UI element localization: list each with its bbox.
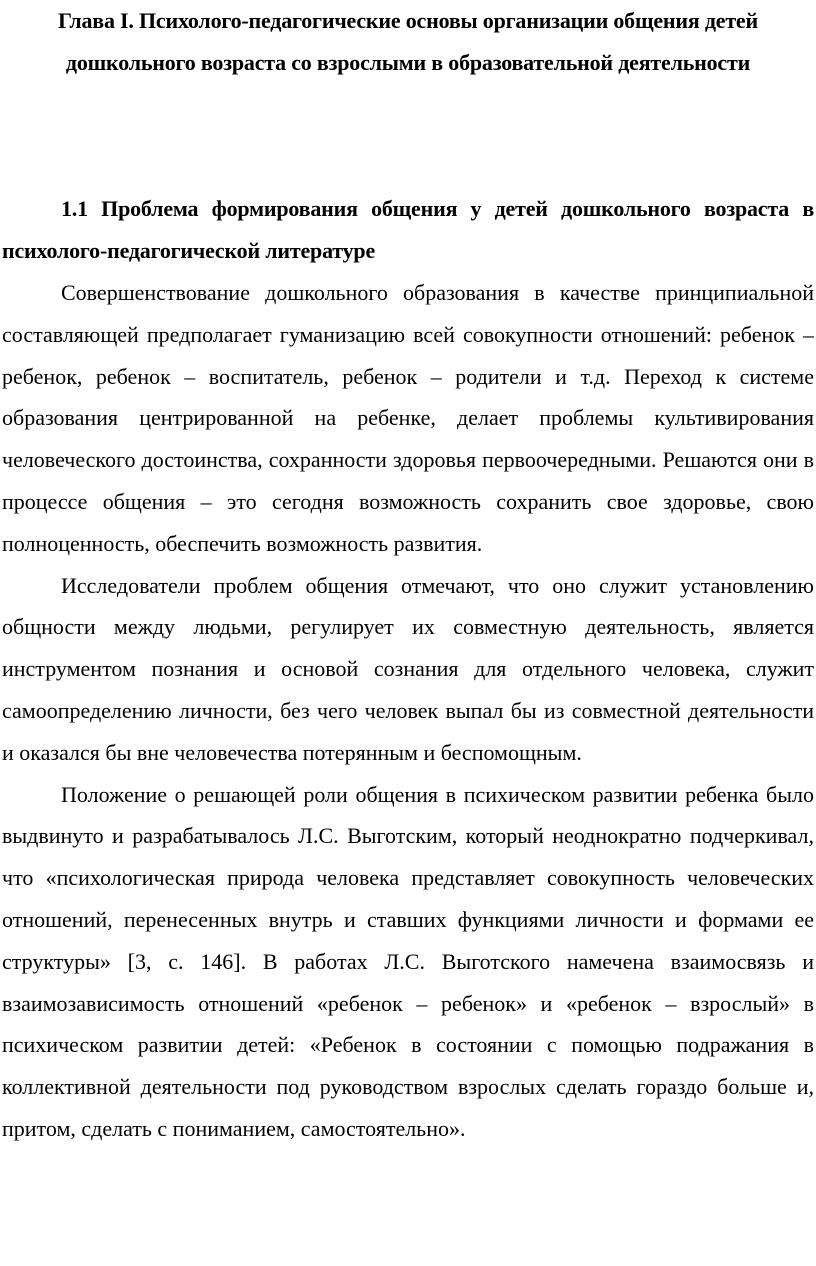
paragraph-2: Исследователи проблем общения отмечают, что оно служит установлению общности между людьми, регулирует их совместную деятельность, является инструментом познания и основой сознания для отдельного человека, служит самоопределению личности, без чего человек выпал бы из совместной деятельности и оказался бы вне человечества потерянным и беспомощным. xyxy=(2,572,814,765)
paragraph-1: Совершенствование дошкольного образования в качестве принципиальной составляющей предполагает гуманизацию всей совокупности отношений: ребенок – ребенок, ребенок – воспитатель, ребенок – родители и т.д. Переход к системе образования центрированной на ребенке, делает проблемы культивирования человеческого достоинства, сохранности здоровья первоочередными. Решаются они в процессе общения – это сегодня возможность сохранить свое здоровье, свою полноценность, обеспечить возможность развития. xyxy=(2,280,814,556)
chapter-title: Глава I. Психолого-педагогические основы организации общения детей дошкольного возраста со взрослыми в образовательной деятельности xyxy=(58,8,758,75)
section-title: 1.1 Проблема формирования общения у детей дошкольного возраста в психолого-педагогической литературе xyxy=(2,196,814,263)
paragraph-3: Положение о решающей роли общения в психическом развитии ребенка было выдвинуто и разрабатывалось Л.С. Выготским, который неоднократно подчеркивал, что «психологическая природа человека представляет совокупность человеческих отношений, перенесенных внутрь и ставших функциями личности и формами ее структуры» [3, с. 146]. В работах Л.С. Выготского намечена взаимосвязь и взаимозависимость отношений «ребенок – ребенок» и «ребенок – взрослый» в психическом развитии детей: «Ребенок в состоянии с помощью подражания в коллективной деятельности под руководством взрослых сделать гораздо больше и, притом, сделать с пониманием, самостоятельно». xyxy=(2,781,814,1141)
